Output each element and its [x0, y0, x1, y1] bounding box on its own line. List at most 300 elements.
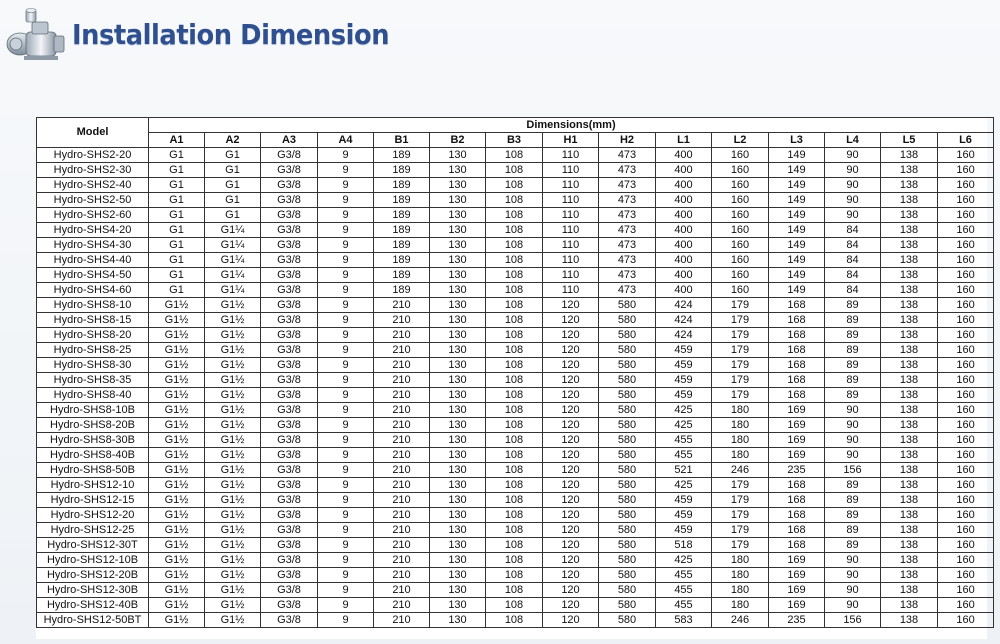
dimension-cell: 160 [938, 613, 994, 628]
dimension-cell: 130 [430, 148, 486, 163]
dimension-cell: G1 [149, 238, 205, 253]
dimension-cell: 138 [881, 433, 938, 448]
dimension-cell: G3/8 [261, 163, 318, 178]
dimension-cell: 210 [374, 433, 430, 448]
dimension-cell: G1½ [149, 358, 205, 373]
dimension-cell: 90 [825, 178, 881, 193]
dimension-cell: 108 [486, 463, 543, 478]
dimension-cell: 108 [486, 238, 543, 253]
dimension-cell: 89 [825, 388, 881, 403]
dimension-cell: 9 [318, 598, 374, 613]
dimension-cell: 138 [881, 523, 938, 538]
dimension-cell: 130 [430, 538, 486, 553]
dimension-cell: 459 [656, 493, 712, 508]
table-row [37, 298, 994, 313]
dimension-cell: 120 [543, 493, 599, 508]
table-row [37, 328, 994, 343]
dimension-cell: 89 [825, 373, 881, 388]
dimension-cell: 149 [769, 253, 825, 268]
model-cell: Hydro-SHS8-20B [37, 418, 149, 433]
dimension-cell: 120 [543, 463, 599, 478]
dimension-cell: 459 [656, 508, 712, 523]
dimension-cell: 110 [543, 223, 599, 238]
table-row [37, 418, 994, 433]
dimension-cell: 580 [599, 358, 656, 373]
dimension-cell: G1½ [149, 403, 205, 418]
dimension-cell: 9 [318, 223, 374, 238]
dimension-cell: 130 [430, 598, 486, 613]
dimension-cell: G3/8 [261, 268, 318, 283]
dimension-cell: 580 [599, 583, 656, 598]
dimension-cell: 580 [599, 553, 656, 568]
dimension-cell: 210 [374, 298, 430, 313]
dimension-cell: 473 [599, 178, 656, 193]
dimension-cell: 169 [769, 568, 825, 583]
dimension-cell: 149 [769, 283, 825, 298]
dimension-cell: G3/8 [261, 208, 318, 223]
dimension-cell: G1½ [205, 583, 261, 598]
dimension-cell: 189 [374, 283, 430, 298]
dimension-cell: G1½ [149, 448, 205, 463]
dimension-cell: G3/8 [261, 433, 318, 448]
dimension-cell: 179 [712, 298, 769, 313]
table-row [37, 493, 994, 508]
dimension-cell: G3/8 [261, 463, 318, 478]
dimension-cell: 120 [543, 403, 599, 418]
dimension-cell: 179 [712, 373, 769, 388]
dimension-cell: G1¼ [205, 223, 261, 238]
dimension-cell: 180 [712, 418, 769, 433]
dimension-cell: G1½ [205, 508, 261, 523]
dimension-cell: 169 [769, 598, 825, 613]
dimension-table-container [36, 117, 987, 639]
table-row [37, 358, 994, 373]
dimension-cell: 189 [374, 208, 430, 223]
dimension-cell: 235 [769, 463, 825, 478]
dimension-cell: 130 [430, 448, 486, 463]
dimension-cell: G1 [149, 268, 205, 283]
dimension-cell: 138 [881, 538, 938, 553]
model-cell: Hydro-SHS8-10 [37, 298, 149, 313]
dimension-cell: G3/8 [261, 343, 318, 358]
dimension-cell: 160 [712, 253, 769, 268]
dimension-cell: 580 [599, 418, 656, 433]
dimension-cell: 130 [430, 193, 486, 208]
dimension-cell: 9 [318, 253, 374, 268]
dimension-cell: 9 [318, 388, 374, 403]
column-header-l4: L4 [825, 133, 881, 148]
dimension-cell: 160 [938, 268, 994, 283]
dimension-cell: 120 [543, 598, 599, 613]
dimension-cell: 580 [599, 313, 656, 328]
dimension-cell: 210 [374, 568, 430, 583]
column-header-l1: L1 [656, 133, 712, 148]
dimension-cell: 89 [825, 493, 881, 508]
page-title: Installation Dimension [72, 18, 390, 51]
dimension-cell: 108 [486, 343, 543, 358]
model-cell: Hydro-SHS4-50 [37, 268, 149, 283]
dimension-cell: G1½ [205, 448, 261, 463]
dimension-cell: 110 [543, 208, 599, 223]
dimension-cell: 400 [656, 268, 712, 283]
dimension-cell: G1½ [149, 328, 205, 343]
dimension-cell: 9 [318, 493, 374, 508]
dimension-cell: 90 [825, 163, 881, 178]
dimension-cell: G1½ [205, 358, 261, 373]
dimension-cell: 149 [769, 223, 825, 238]
column-header-a3: A3 [261, 133, 318, 148]
dimension-cell: G3/8 [261, 193, 318, 208]
model-cell: Hydro-SHS8-20 [37, 328, 149, 343]
dimension-cell: 110 [543, 268, 599, 283]
dimension-cell: 9 [318, 328, 374, 343]
dimension-cell: 108 [486, 268, 543, 283]
dimension-cell: G3/8 [261, 238, 318, 253]
dimension-cell: 138 [881, 403, 938, 418]
dimension-cell: 180 [712, 553, 769, 568]
dimension-cell: 149 [769, 268, 825, 283]
table-row [37, 163, 994, 178]
dimension-cell: 179 [712, 523, 769, 538]
dimension-cell: 160 [938, 193, 994, 208]
dimension-cell: 400 [656, 163, 712, 178]
dimension-cell: G1 [149, 253, 205, 268]
dimension-cell: G1½ [149, 493, 205, 508]
dimension-cell: 425 [656, 418, 712, 433]
dimension-cell: 179 [712, 358, 769, 373]
dimension-cell: 130 [430, 208, 486, 223]
dimension-cell: 130 [430, 328, 486, 343]
dimension-cell: 138 [881, 253, 938, 268]
dimension-cell: 110 [543, 163, 599, 178]
dimension-cell: G3/8 [261, 388, 318, 403]
dimension-cell: G3/8 [261, 583, 318, 598]
table-row [37, 478, 994, 493]
dimension-cell: 90 [825, 193, 881, 208]
dimension-cell: 210 [374, 523, 430, 538]
dimension-cell: G3/8 [261, 313, 318, 328]
column-header-h1: H1 [543, 133, 599, 148]
dimension-cell: 156 [825, 463, 881, 478]
dimension-cell: 400 [656, 208, 712, 223]
dimension-cell: 160 [938, 583, 994, 598]
dimension-cell: 138 [881, 448, 938, 463]
dimension-cell: G3/8 [261, 373, 318, 388]
dimension-cell: 130 [430, 268, 486, 283]
dimension-cell: G1¼ [205, 238, 261, 253]
dimension-cell: 473 [599, 148, 656, 163]
dimension-cell: G3/8 [261, 598, 318, 613]
dimension-cell: 160 [938, 358, 994, 373]
dimension-cell: 210 [374, 583, 430, 598]
table-row [37, 538, 994, 553]
dimension-cell: 9 [318, 178, 374, 193]
dimension-cell: 130 [430, 163, 486, 178]
dimension-cell: 189 [374, 238, 430, 253]
dimension-cell: G1 [149, 178, 205, 193]
dimension-cell: 108 [486, 553, 543, 568]
dimension-cell: 580 [599, 433, 656, 448]
dimension-cell: 210 [374, 418, 430, 433]
dimension-cell: 120 [543, 613, 599, 628]
dimension-cell: G3/8 [261, 223, 318, 238]
dimension-cell: G3/8 [261, 283, 318, 298]
dimension-cell: 210 [374, 598, 430, 613]
dimension-cell: 580 [599, 388, 656, 403]
dimension-cell: 169 [769, 403, 825, 418]
dimension-cell: G3/8 [261, 148, 318, 163]
dimension-cell: 90 [825, 568, 881, 583]
table-row [37, 433, 994, 448]
dimension-cell: G3/8 [261, 403, 318, 418]
page-header [0, 0, 1000, 90]
dimension-cell: 9 [318, 433, 374, 448]
dimension-cell: 120 [543, 553, 599, 568]
model-cell: Hydro-SHS8-40B [37, 448, 149, 463]
dimension-cell: G1 [149, 193, 205, 208]
column-header-a1: A1 [149, 133, 205, 148]
dimension-cell: G1½ [149, 523, 205, 538]
model-cell: Hydro-SHS2-60 [37, 208, 149, 223]
dimension-cell: 400 [656, 253, 712, 268]
dimension-cell: 138 [881, 493, 938, 508]
column-header-b2: B2 [430, 133, 486, 148]
dimension-cell: 455 [656, 568, 712, 583]
dimension-cell: 84 [825, 223, 881, 238]
dimension-cell: 189 [374, 268, 430, 283]
dimension-cell: 84 [825, 238, 881, 253]
dimension-cell: 84 [825, 253, 881, 268]
dimension-cell: 9 [318, 148, 374, 163]
dimension-cell: 179 [712, 313, 769, 328]
dimension-cell: G1½ [149, 463, 205, 478]
dimension-cell: 9 [318, 208, 374, 223]
table-row [37, 223, 994, 238]
dimension-cell: 425 [656, 478, 712, 493]
dimension-cell: 9 [318, 283, 374, 298]
dimension-cell: G3/8 [261, 553, 318, 568]
dimension-cell: G3/8 [261, 493, 318, 508]
dimension-cell: 459 [656, 523, 712, 538]
dimension-cell: 130 [430, 613, 486, 628]
dimension-cell: 160 [938, 568, 994, 583]
dimension-cell: 580 [599, 328, 656, 343]
dimension-cell: 130 [430, 523, 486, 538]
dimension-cell: 120 [543, 298, 599, 313]
dimension-cell: 169 [769, 583, 825, 598]
dimension-cell: 120 [543, 343, 599, 358]
dimension-cell: 130 [430, 358, 486, 373]
dimension-cell: 138 [881, 358, 938, 373]
dimension-cell: 120 [543, 313, 599, 328]
dimension-table [36, 117, 994, 628]
dimension-cell: G1 [149, 208, 205, 223]
dimension-cell: G1½ [205, 433, 261, 448]
dimension-cell: G3/8 [261, 568, 318, 583]
dimension-cell: 521 [656, 463, 712, 478]
dimension-cell: 168 [769, 388, 825, 403]
model-cell: Hydro-SHS8-25 [37, 343, 149, 358]
dimension-cell: 180 [712, 568, 769, 583]
dimension-cell: G1 [149, 148, 205, 163]
dimension-cell: 160 [938, 598, 994, 613]
dimension-cell: 160 [938, 163, 994, 178]
dimension-cell: 138 [881, 373, 938, 388]
dimension-cell: 108 [486, 298, 543, 313]
dimension-cell: 138 [881, 463, 938, 478]
dimension-cell: G1½ [205, 598, 261, 613]
dimension-cell: 425 [656, 403, 712, 418]
dimension-cell: 246 [712, 463, 769, 478]
dimension-cell: G3/8 [261, 418, 318, 433]
dimension-cell: 130 [430, 478, 486, 493]
dimension-cell: 9 [318, 613, 374, 628]
model-cell: Hydro-SHS12-50BT [37, 613, 149, 628]
dimension-cell: 189 [374, 253, 430, 268]
column-header-b3: B3 [486, 133, 543, 148]
dimension-cell: G1½ [149, 613, 205, 628]
dimension-cell: G1½ [149, 538, 205, 553]
dimension-cell: 9 [318, 163, 374, 178]
dimension-cell: 160 [712, 268, 769, 283]
dimension-cell: 400 [656, 283, 712, 298]
dimension-cell: 90 [825, 583, 881, 598]
dimension-cell: 160 [938, 433, 994, 448]
dimension-cell: 169 [769, 448, 825, 463]
dimension-cell: 9 [318, 448, 374, 463]
dimension-cell: 108 [486, 313, 543, 328]
dimension-cell: 138 [881, 418, 938, 433]
model-cell: Hydro-SHS8-15 [37, 313, 149, 328]
dimension-cell: 130 [430, 373, 486, 388]
table-row [37, 583, 994, 598]
dimension-cell: 235 [769, 613, 825, 628]
table-row [37, 178, 994, 193]
dimension-cell: G1½ [149, 568, 205, 583]
dimension-cell: 210 [374, 388, 430, 403]
dimension-cell: 189 [374, 223, 430, 238]
dimension-cell: 168 [769, 343, 825, 358]
dimension-cell: G3/8 [261, 358, 318, 373]
dimension-cell: 9 [318, 193, 374, 208]
dimension-cell: 110 [543, 238, 599, 253]
dimension-cell: 400 [656, 238, 712, 253]
dimension-cell: 179 [712, 493, 769, 508]
dimension-cell: G1 [205, 148, 261, 163]
model-cell: Hydro-SHS12-10B [37, 553, 149, 568]
dimension-cell: 580 [599, 373, 656, 388]
dimension-cell: G1½ [205, 313, 261, 328]
model-cell: Hydro-SHS12-30B [37, 583, 149, 598]
dimension-cell: 108 [486, 433, 543, 448]
dimension-cell: G1 [149, 283, 205, 298]
dimension-cell: 89 [825, 538, 881, 553]
dimension-cell: 210 [374, 313, 430, 328]
column-header-a4: A4 [318, 133, 374, 148]
dimension-cell: 120 [543, 523, 599, 538]
table-row [37, 238, 994, 253]
dimension-cell: 210 [374, 373, 430, 388]
dimension-cell: 455 [656, 583, 712, 598]
model-cell: Hydro-SHS12-20 [37, 508, 149, 523]
dimension-cell: 108 [486, 148, 543, 163]
dimension-cell: G1½ [205, 478, 261, 493]
dimension-cell: 180 [712, 433, 769, 448]
dimension-cell: G1 [205, 208, 261, 223]
dimension-cell: 169 [769, 418, 825, 433]
dimension-cell: 138 [881, 568, 938, 583]
model-cell: Hydro-SHS12-25 [37, 523, 149, 538]
model-cell: Hydro-SHS2-30 [37, 163, 149, 178]
model-cell: Hydro-SHS8-40 [37, 388, 149, 403]
model-cell: Hydro-SHS4-60 [37, 283, 149, 298]
table-row [37, 463, 994, 478]
dimension-cell: 459 [656, 388, 712, 403]
dimension-cell: 580 [599, 508, 656, 523]
dimension-cell: 160 [938, 463, 994, 478]
dimension-cell: 108 [486, 538, 543, 553]
dimension-cell: 90 [825, 448, 881, 463]
dimension-cell: G3/8 [261, 478, 318, 493]
dimension-cell: 160 [938, 538, 994, 553]
model-cell: Hydro-SHS2-20 [37, 148, 149, 163]
dimension-cell: G1¼ [205, 253, 261, 268]
dimension-cell: 473 [599, 193, 656, 208]
dimension-cell: 138 [881, 583, 938, 598]
dimension-cell: 580 [599, 523, 656, 538]
model-cell: Hydro-SHS12-40B [37, 598, 149, 613]
dimension-cell: 179 [712, 538, 769, 553]
dimension-cell: 89 [825, 523, 881, 538]
dimension-cell: G3/8 [261, 298, 318, 313]
model-cell: Hydro-SHS8-35 [37, 373, 149, 388]
dimension-cell: G1 [149, 223, 205, 238]
dimension-cell: 425 [656, 553, 712, 568]
dimension-cell: G3/8 [261, 328, 318, 343]
dimension-cell: 580 [599, 298, 656, 313]
dimension-cell: 473 [599, 208, 656, 223]
dimension-cell: 120 [543, 508, 599, 523]
dimension-cell: 473 [599, 283, 656, 298]
dimension-cell: 120 [543, 568, 599, 583]
dimension-cell: 130 [430, 253, 486, 268]
table-row [37, 148, 994, 163]
dimension-cell: 149 [769, 208, 825, 223]
dimension-cell: 130 [430, 388, 486, 403]
dimension-cell: 210 [374, 328, 430, 343]
dimension-cell: 160 [938, 223, 994, 238]
dimension-cell: 110 [543, 253, 599, 268]
dimension-cell: 400 [656, 178, 712, 193]
dimension-cell: 89 [825, 358, 881, 373]
table-row [37, 193, 994, 208]
pump-icon [6, 6, 68, 68]
dimension-cell: G1½ [149, 343, 205, 358]
dimension-cell: 138 [881, 508, 938, 523]
dimension-cell: 9 [318, 553, 374, 568]
dimension-cell: 210 [374, 478, 430, 493]
dimension-cell: 89 [825, 508, 881, 523]
dimension-cell: 89 [825, 478, 881, 493]
dimension-cell: 108 [486, 283, 543, 298]
dimension-cell: 580 [599, 463, 656, 478]
dimension-cell: 110 [543, 283, 599, 298]
dimension-cell: 108 [486, 223, 543, 238]
dimension-cell: G3/8 [261, 253, 318, 268]
dimension-cell: 9 [318, 403, 374, 418]
dimension-cell: 160 [712, 238, 769, 253]
dimension-cell: 120 [543, 328, 599, 343]
